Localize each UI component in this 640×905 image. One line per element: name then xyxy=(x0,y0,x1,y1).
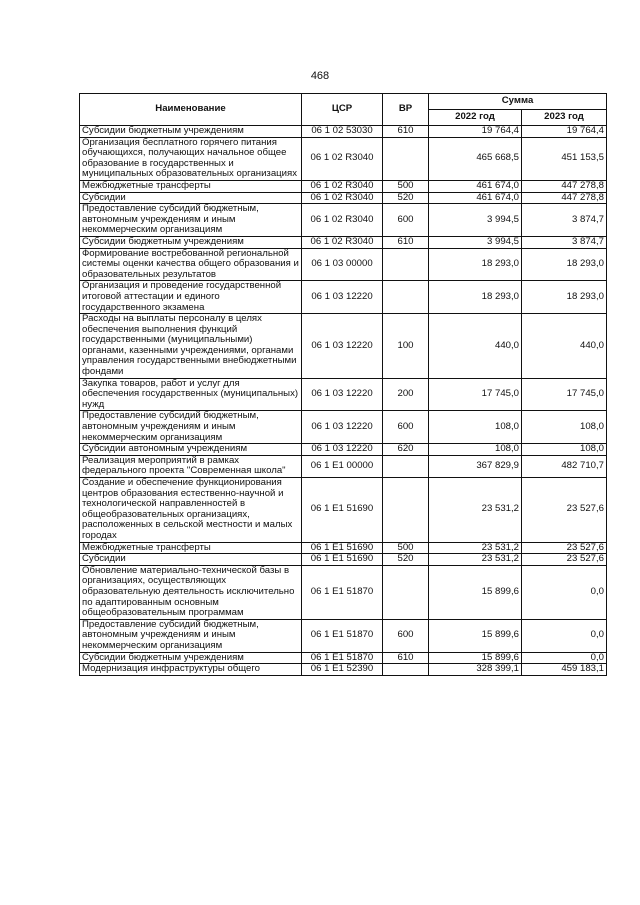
row-sum-2023: 447 278,8 xyxy=(522,192,607,204)
row-vr: 620 xyxy=(383,444,429,456)
row-csr: 06 1 E1 51870 xyxy=(302,565,383,619)
row-sum-2022: 461 674,0 xyxy=(429,180,522,192)
row-csr: 06 1 03 12220 xyxy=(302,444,383,456)
row-vr: 520 xyxy=(383,554,429,566)
row-vr: 600 xyxy=(383,411,429,444)
row-sum-2022: 328 399,1 xyxy=(429,664,522,676)
header-year-2022: 2022 год xyxy=(429,110,522,126)
row-name: Субсидии xyxy=(80,192,302,204)
row-name: Создание и обеспечение функционирования центров образования естественно-научной и технологической направленностей в общеобразовательных организациях, расположенных в сельской местности и малых городах xyxy=(80,478,302,543)
row-name: Закупка товаров, работ и услуг для обеспечения государственных (муниципальных) нужд xyxy=(80,378,302,411)
row-vr xyxy=(383,281,429,314)
row-csr: 06 1 03 12220 xyxy=(302,378,383,411)
row-sum-2022: 3 994,5 xyxy=(429,204,522,237)
row-vr: 600 xyxy=(383,619,429,652)
row-sum-2022: 367 829,9 xyxy=(429,455,522,477)
row-sum-2023: 3 874,7 xyxy=(522,236,607,248)
row-vr: 600 xyxy=(383,204,429,237)
row-csr: 06 1 02 R3040 xyxy=(302,204,383,237)
row-sum-2023: 0,0 xyxy=(522,565,607,619)
table-header xyxy=(80,94,607,126)
row-csr: 06 1 E1 00000 xyxy=(302,455,383,477)
row-sum-2022: 15 899,6 xyxy=(429,565,522,619)
page-number: 468 xyxy=(310,70,330,82)
table-row xyxy=(80,137,607,180)
row-sum-2023: 3 874,7 xyxy=(522,204,607,237)
row-vr xyxy=(383,137,429,180)
row-sum-2023: 440,0 xyxy=(522,314,607,379)
row-vr: 500 xyxy=(383,180,429,192)
row-csr: 06 1 03 12220 xyxy=(302,281,383,314)
row-vr xyxy=(383,664,429,676)
row-name: Межбюджетные трансферты xyxy=(80,542,302,554)
row-name: Предоставление субсидий бюджетным, автономным учреждениям и иным некоммерческим организациям xyxy=(80,619,302,652)
header-csr: ЦСР xyxy=(302,94,383,126)
row-sum-2022: 15 899,6 xyxy=(429,619,522,652)
header-year-2023: 2023 год xyxy=(522,110,607,126)
header-sum: Сумма xyxy=(429,94,607,110)
row-sum-2023: 23 527,6 xyxy=(522,478,607,543)
table-row xyxy=(80,192,607,204)
row-sum-2023: 18 293,0 xyxy=(522,248,607,281)
row-vr: 610 xyxy=(383,236,429,248)
row-vr xyxy=(383,248,429,281)
header-vr: ВР xyxy=(383,94,429,126)
row-name: Предоставление субсидий бюджетным, автономным учреждениям и иным некоммерческим организациям xyxy=(80,411,302,444)
row-name: Модернизация инфраструктуры общего xyxy=(80,664,302,676)
row-vr xyxy=(383,565,429,619)
row-name: Субсидии бюджетным учреждениям xyxy=(80,652,302,664)
table-row xyxy=(80,542,607,554)
row-sum-2022: 18 293,0 xyxy=(429,281,522,314)
row-csr: 06 1 03 12220 xyxy=(302,314,383,379)
row-vr: 610 xyxy=(383,126,429,138)
row-sum-2022: 17 745,0 xyxy=(429,378,522,411)
row-name: Формирование востребованной региональной системы оценки качества общего образования и образовательных результатов xyxy=(80,248,302,281)
row-sum-2022: 108,0 xyxy=(429,411,522,444)
row-vr: 200 xyxy=(383,378,429,411)
table-row xyxy=(80,444,607,456)
row-csr: 06 1 02 R3040 xyxy=(302,192,383,204)
table-row xyxy=(80,126,607,138)
row-csr: 06 1 03 12220 xyxy=(302,411,383,444)
row-name: Организация бесплатного горячего питания обучающихся, получающих начальное общее образование в государственных и муниципальных образовательных организациях xyxy=(80,137,302,180)
row-sum-2023: 108,0 xyxy=(522,411,607,444)
row-sum-2022: 15 899,6 xyxy=(429,652,522,664)
row-sum-2023: 482 710,7 xyxy=(522,455,607,477)
row-csr: 06 1 E1 51690 xyxy=(302,542,383,554)
row-sum-2022: 440,0 xyxy=(429,314,522,379)
row-csr: 06 1 02 R3040 xyxy=(302,236,383,248)
row-sum-2022: 461 674,0 xyxy=(429,192,522,204)
row-name: Межбюджетные трансферты xyxy=(80,180,302,192)
row-vr: 610 xyxy=(383,652,429,664)
row-sum-2023: 0,0 xyxy=(522,652,607,664)
row-sum-2023: 0,0 xyxy=(522,619,607,652)
row-csr: 06 1 E1 51690 xyxy=(302,554,383,566)
table-row xyxy=(80,236,607,248)
row-csr: 06 1 02 53030 xyxy=(302,126,383,138)
table-row xyxy=(80,180,607,192)
row-name: Субсидии автономным учреждениям xyxy=(80,444,302,456)
row-vr xyxy=(383,478,429,543)
table-row xyxy=(80,565,607,619)
row-vr xyxy=(383,455,429,477)
row-sum-2022: 19 764,4 xyxy=(429,126,522,138)
row-sum-2023: 108,0 xyxy=(522,444,607,456)
row-sum-2022: 108,0 xyxy=(429,444,522,456)
row-vr: 100 xyxy=(383,314,429,379)
row-csr: 06 1 E1 51690 xyxy=(302,478,383,543)
row-name: Расходы на выплаты персоналу в целях обеспечения выполнения функций государственными (муниципальными) органами, казенными учреждениями, органами управления государственными внебюджетными фондами xyxy=(80,314,302,379)
row-sum-2022: 23 531,2 xyxy=(429,542,522,554)
table-row xyxy=(80,314,607,379)
table-row xyxy=(80,378,607,411)
row-sum-2023: 459 183,1 xyxy=(522,664,607,676)
row-sum-2022: 23 531,2 xyxy=(429,478,522,543)
row-sum-2022: 465 668,5 xyxy=(429,137,522,180)
row-name: Субсидии xyxy=(80,554,302,566)
row-csr: 06 1 E1 52390 xyxy=(302,664,383,676)
table-row xyxy=(80,411,607,444)
row-sum-2023: 19 764,4 xyxy=(522,126,607,138)
row-csr: 06 1 E1 51870 xyxy=(302,652,383,664)
row-vr: 500 xyxy=(383,542,429,554)
row-csr: 06 1 02 R3040 xyxy=(302,137,383,180)
table-row xyxy=(80,478,607,543)
row-sum-2022: 23 531,2 xyxy=(429,554,522,566)
row-name: Субсидии бюджетным учреждениям xyxy=(80,126,302,138)
row-name: Субсидии бюджетным учреждениям xyxy=(80,236,302,248)
table-row xyxy=(80,554,607,566)
table-row xyxy=(80,652,607,664)
row-sum-2023: 23 527,6 xyxy=(522,554,607,566)
row-vr: 520 xyxy=(383,192,429,204)
table-row xyxy=(80,455,607,477)
row-name: Обновление материально-технической базы в организациях, осуществляющих образовательную деятельность исключительно по адаптированным основным общеобразовательным программам xyxy=(80,565,302,619)
row-sum-2023: 451 153,5 xyxy=(522,137,607,180)
row-csr: 06 1 02 R3040 xyxy=(302,180,383,192)
table-row xyxy=(80,281,607,314)
row-sum-2023: 23 527,6 xyxy=(522,542,607,554)
row-sum-2023: 17 745,0 xyxy=(522,378,607,411)
row-csr: 06 1 03 00000 xyxy=(302,248,383,281)
row-csr: 06 1 E1 51870 xyxy=(302,619,383,652)
row-sum-2022: 18 293,0 xyxy=(429,248,522,281)
table-row xyxy=(80,248,607,281)
row-sum-2023: 447 278,8 xyxy=(522,180,607,192)
row-name: Организация и проведение государственной итоговой аттестации и единого государственного экзамена xyxy=(80,281,302,314)
table-row xyxy=(80,664,607,676)
row-sum-2022: 3 994,5 xyxy=(429,236,522,248)
row-name: Предоставление субсидий бюджетным, автономным учреждениям и иным некоммерческим организациям xyxy=(80,204,302,237)
table-row xyxy=(80,204,607,237)
header-name: Наименование xyxy=(80,94,302,126)
budget-table xyxy=(79,93,607,676)
row-name: Реализация мероприятий в рамках федерального проекта "Современная школа" xyxy=(80,455,302,477)
row-sum-2023: 18 293,0 xyxy=(522,281,607,314)
table-row xyxy=(80,619,607,652)
